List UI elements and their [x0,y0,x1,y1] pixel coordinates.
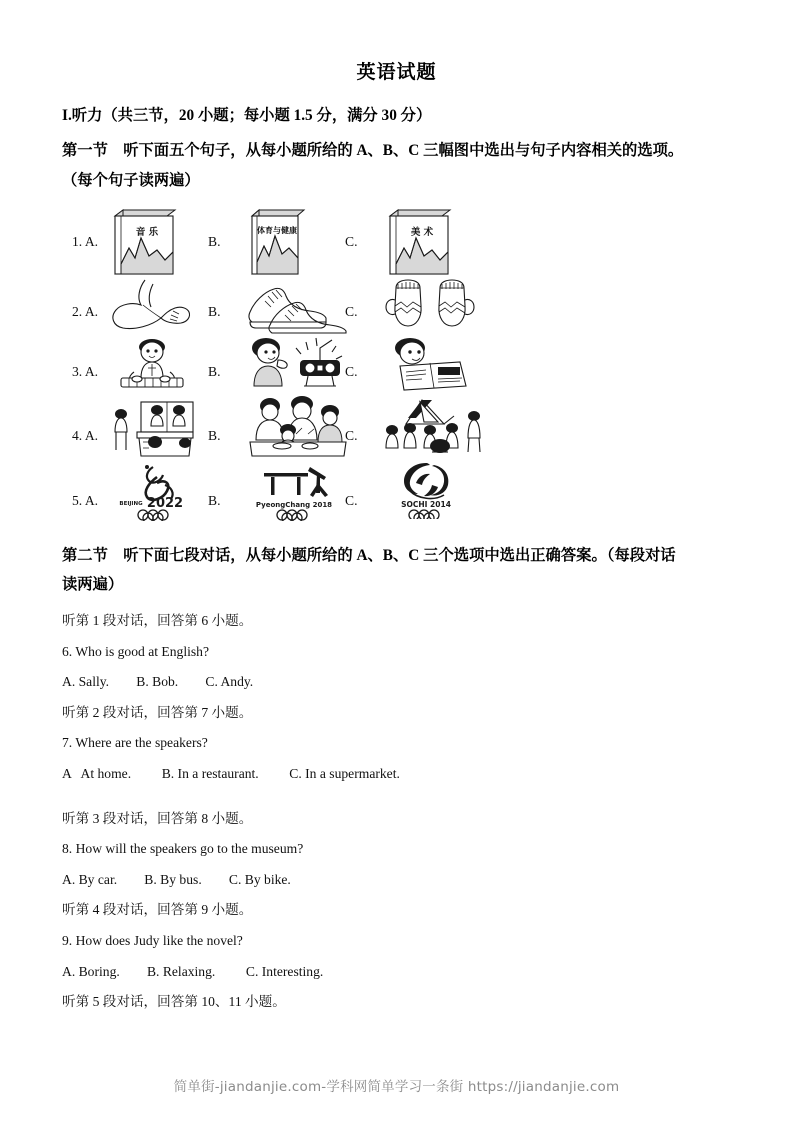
q3-option-b-label: B. [208,363,221,379]
section-1-heading: 第一节 听下面五个句子，从每小题所给的 A、B、C 三幅图中选出与句子内容相关的选项。 [62,141,684,159]
listen-instruction: 听第 3 段对话，回答第 8 小题。 [62,810,253,826]
beijing-logo-city: BEIJING [119,500,143,507]
beijing-logo-year: 2022 [146,495,184,511]
listening-intro: I.听力（共三节，20 小题；每小题 1.5 分，满分 30 分） [62,106,432,124]
mittens-icon [382,276,478,334]
q5-option-a-label: 5. A. [72,492,99,508]
book-pe-icon [244,206,310,278]
q5-option-c-label: C. [345,492,358,508]
q2-option-b-label: B. [208,303,221,319]
question-text: 7. Where are the speakers? [62,735,208,751]
camping-scene-icon [382,394,486,458]
question-text: 9. How does Judy like the novel? [62,932,243,948]
section-1-heading-cont: （每个句子读两遍） [62,171,200,189]
q5-option-b-label: B. [208,492,221,508]
listen-instruction: 听第 2 段对话，回答第 7 小题。 [62,704,253,720]
question-options[interactable]: A. Boring. B. Relaxing. C. Interesting. [62,963,324,979]
listen-instruction: 听第 1 段对话，回答第 6 小题。 [62,613,253,629]
watermark-footer: 简单街-jiandanjie.com-学科网简单学习一条街 https://jiandanjie.com [173,1079,620,1095]
picture-question-row [62,402,731,467]
listen-instruction: 听第 4 段对话，回答第 9 小题。 [62,902,253,918]
question-options[interactable]: A. Sally. B. Bob. C. Andy. [62,674,254,690]
section-2-heading: 第二节 听下面七段对话，从每小题所给的 A、B、C 三个选项中选出正确答案。（每段对话 [62,546,676,564]
sneakers-icon [244,280,352,336]
sochi-logo-text: SOCHI 2014 [401,499,451,509]
question-options[interactable]: A. By car. B. By bus. C. By bike. [62,871,291,887]
q4-option-b-label: B. [208,427,221,443]
pyeongchang-2018-logo-icon [244,459,348,521]
picture-questions [62,204,731,529]
question-text: 6. Who is good at English? [62,643,210,659]
question-options[interactable]: A At home. B. In a restaurant. C. In a supermarket. [62,766,400,782]
page-title: 英语试题 [356,62,437,83]
book-art-icon [382,206,456,278]
q2-option-c-label: C. [345,303,358,319]
q4-option-a-label: 4. A. [72,427,99,443]
beijing-2022-logo-icon [107,463,211,521]
boy-playing-piano-icon [107,338,197,394]
boy-reading-newspaper-icon [382,336,472,394]
q3-option-c-label: C. [345,363,358,379]
picture-question-row [62,467,731,529]
sochi-2014-logo-icon [382,461,478,519]
newspaper-masthead: News [439,367,459,376]
q2-option-a-label: 2. A. [72,303,99,319]
book-pe-title: 体育与健康 [257,225,297,235]
q4-option-c-label: C. [345,427,358,443]
q1-option-c-label: C. [345,233,358,249]
family-dinner-icon [244,396,352,460]
shopping-scene-icon [107,398,201,460]
q1-option-a-label: 1. A. [72,233,99,249]
book-art-title: 美 术 [410,226,434,238]
picture-question-row [62,282,731,342]
book-music-title: 音 乐 [135,226,159,238]
pyeongchang-logo-text: PyeongChang 2018 [255,500,333,509]
boy-listening-radio-icon [244,334,348,394]
dialogue-questions [62,606,731,1018]
picture-question-row [62,342,731,402]
section-2-heading-cont: 读两遍） [62,576,124,594]
q1-option-b-label: B. [208,233,221,249]
q3-option-a-label: 3. A. [72,363,99,379]
listen-instruction: 听第 5 段对话，回答第 10、11 小题。 [62,994,286,1010]
book-music-icon [107,206,181,278]
socks-icon [107,278,207,336]
picture-question-row [62,204,731,282]
question-text: 8. How will the speakers go to the museum? [62,841,304,857]
